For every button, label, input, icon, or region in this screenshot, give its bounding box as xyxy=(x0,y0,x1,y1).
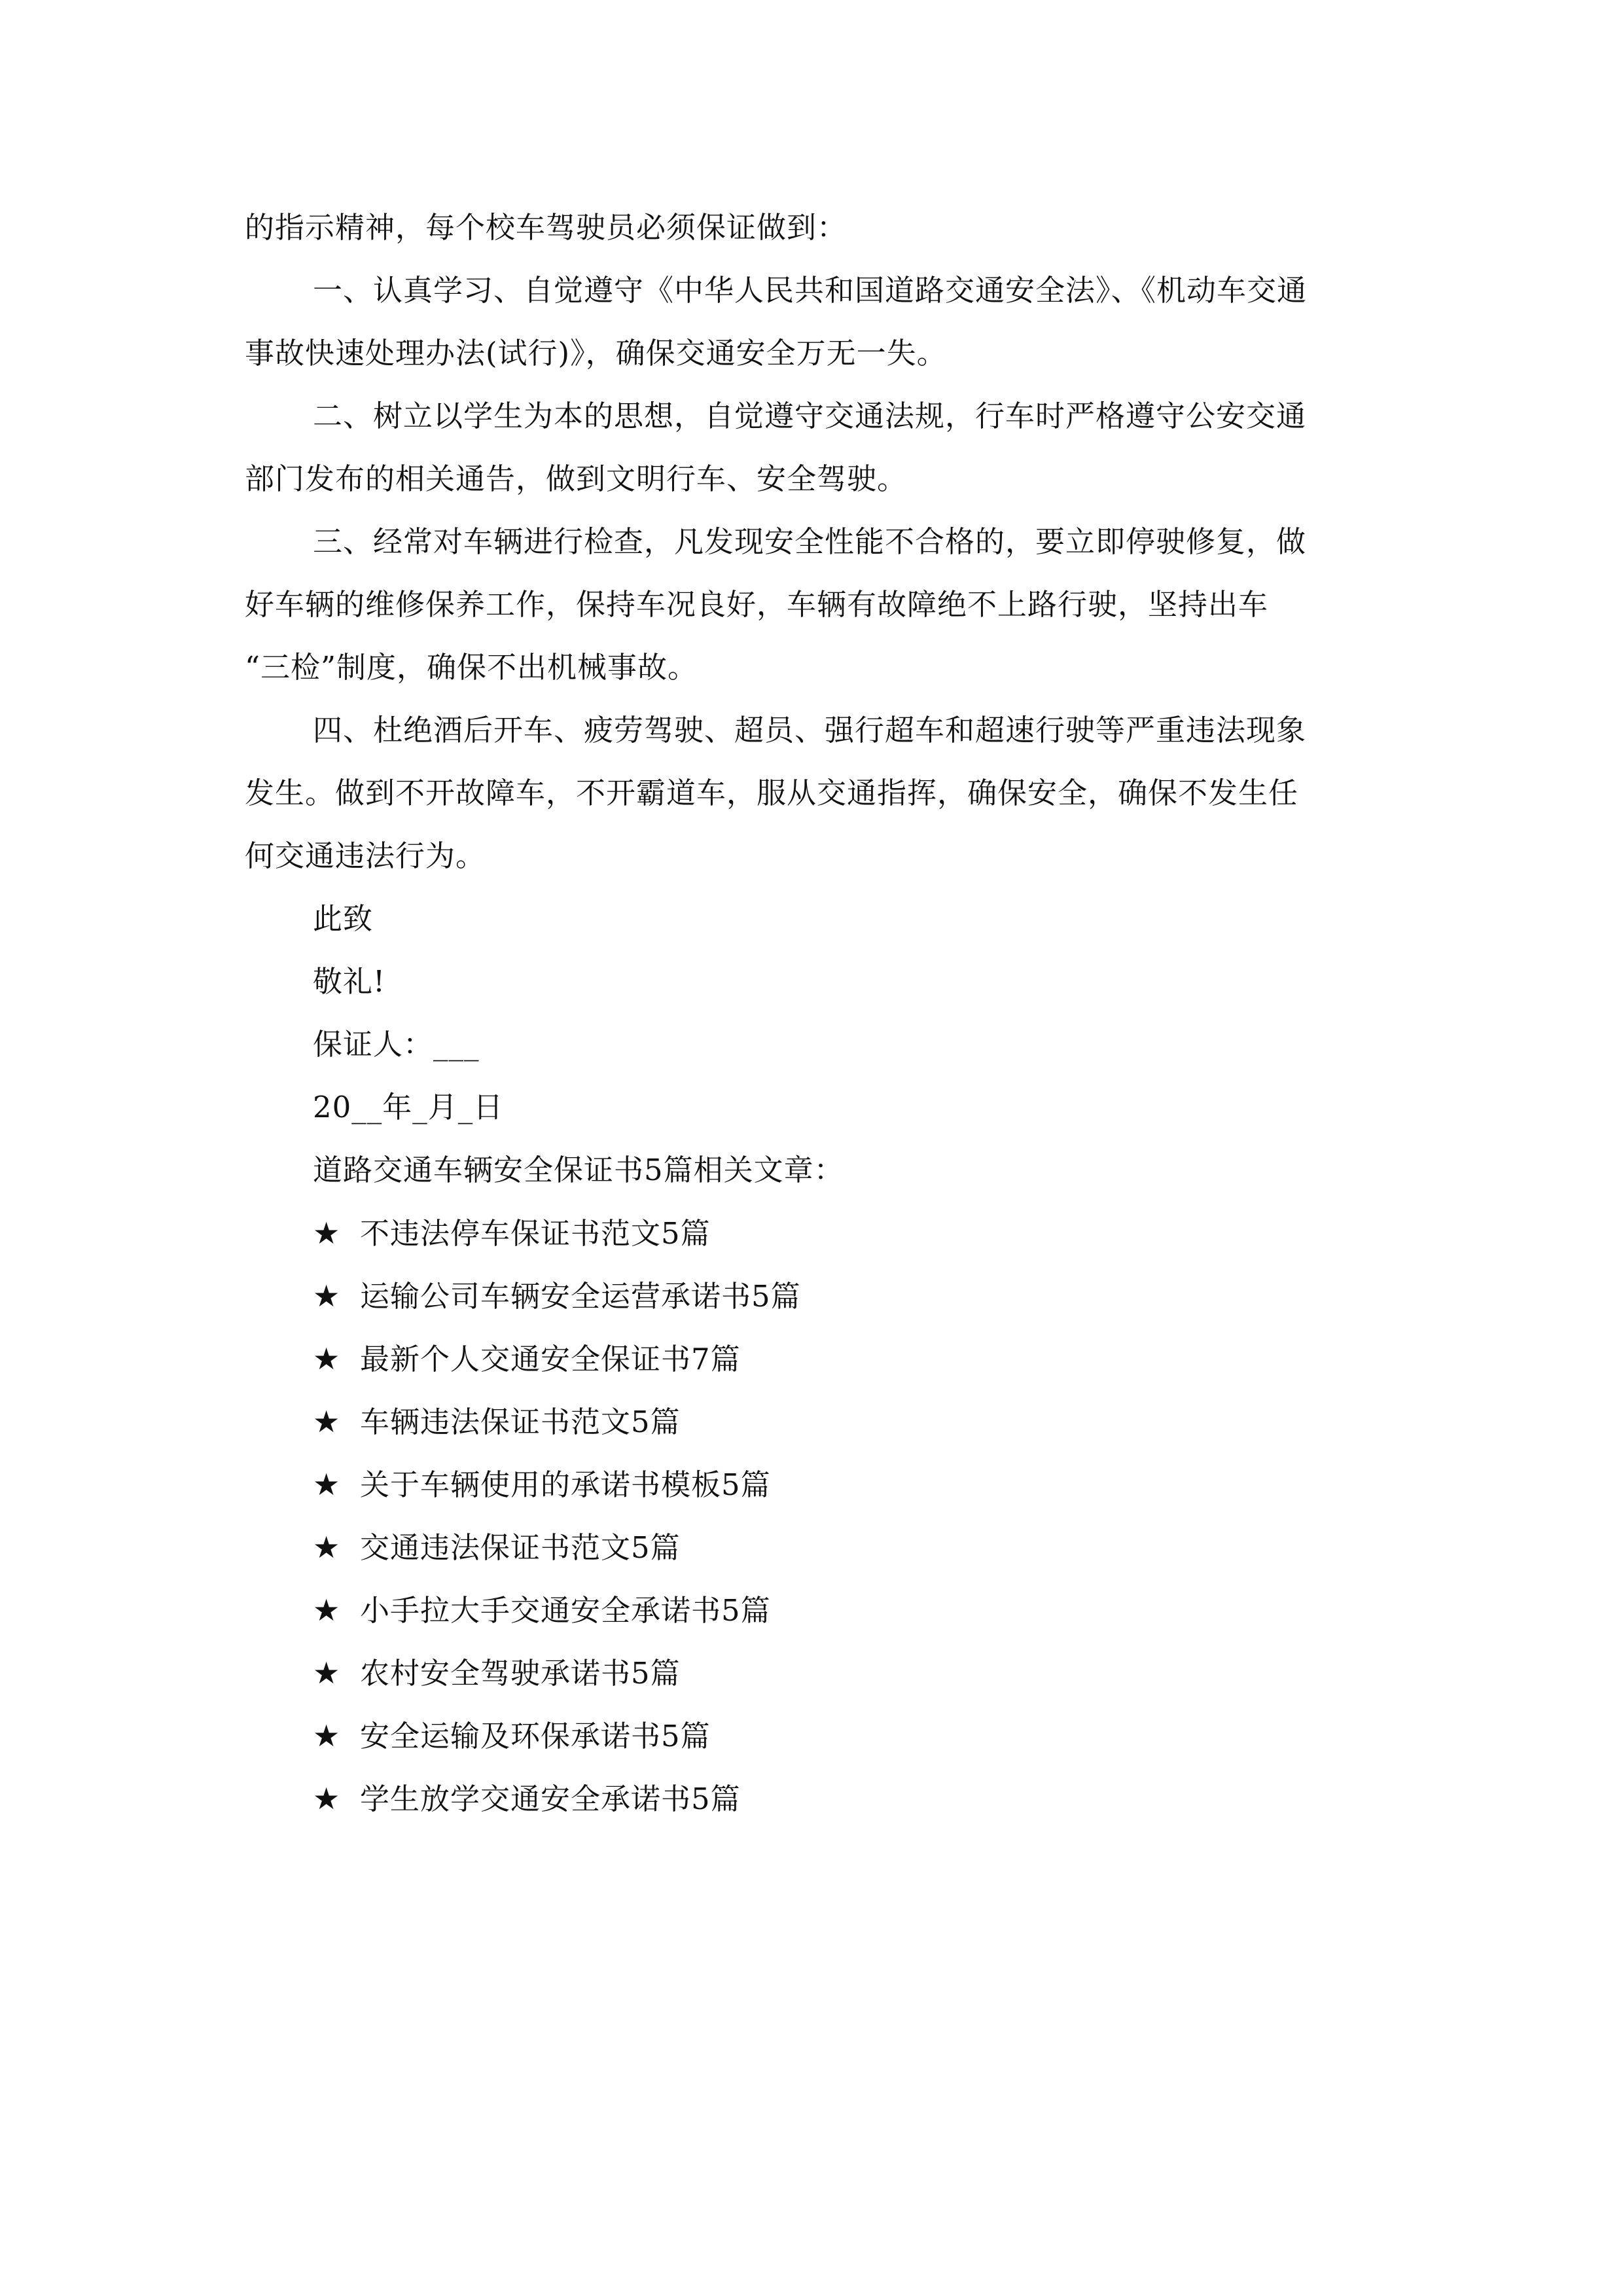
body-line: 一、认真学习、自觉遵守《中华人民共和国道路交通安全法》、《机动车交通 xyxy=(313,273,1308,308)
related-link-label[interactable]: 车辆违法保证书范文5篇 xyxy=(360,1405,681,1439)
body-line: 三、经常对车辆进行检查，凡发现安全性能不合格的，要立即停驶修复，做 xyxy=(313,524,1307,559)
related-link-item[interactable] xyxy=(0,1779,1623,1819)
date-line: 20__年_月_日 xyxy=(313,1090,504,1124)
related-link-label[interactable]: 交通违法保证书范文5篇 xyxy=(360,1530,681,1565)
closing-regards: 敬礼! xyxy=(313,964,386,999)
related-link-label[interactable]: 安全运输及环保承诺书5篇 xyxy=(360,1719,711,1753)
body-line: 四、杜绝酒后开车、疲劳驾驶、超员、强行超车和超速行驶等严重违法现象 xyxy=(313,713,1307,747)
related-link-item[interactable] xyxy=(0,1716,1623,1756)
related-link-item[interactable] xyxy=(0,1590,1623,1630)
related-link-label[interactable]: 关于车辆使用的承诺书模板5篇 xyxy=(360,1467,771,1502)
closing-salutation: 此致 xyxy=(313,901,374,936)
body-line: “三检”制度，确保不出机械事故。 xyxy=(245,650,698,685)
related-link-item[interactable] xyxy=(0,1213,1623,1253)
body-line: 的指示精神，每个校车驾驶员必须保证做到： xyxy=(245,210,847,245)
related-link-label[interactable]: 不违法停车保证书范文5篇 xyxy=(360,1216,711,1251)
signer-line: 保证人：___ xyxy=(313,1027,480,1062)
body-line: 事故快速处理办法(试行)》，确保交通安全万无一失。 xyxy=(245,336,947,370)
related-heading: 道路交通车辆安全保证书5篇相关文章： xyxy=(313,1153,844,1187)
body-line: 发生。做到不开故障车，不开霸道车，服从交通指挥，确保安全，确保不发生任 xyxy=(245,776,1299,810)
related-link-label[interactable]: 运输公司车辆安全运营承诺书5篇 xyxy=(360,1279,801,1314)
star-icon: ★ xyxy=(313,1655,341,1691)
star-icon: ★ xyxy=(313,1404,341,1439)
body-line: 好车辆的维修保养工作，保持车况良好，车辆有故障绝不上路行驶，坚持出车 xyxy=(245,587,1269,622)
related-link-label[interactable]: 最新个人交通安全保证书7篇 xyxy=(360,1342,741,1376)
related-link-item[interactable] xyxy=(0,1528,1623,1568)
related-link-item[interactable] xyxy=(0,1653,1623,1693)
star-icon: ★ xyxy=(313,1278,341,1314)
related-link-label[interactable]: 农村安全驾驶承诺书5篇 xyxy=(360,1656,681,1691)
related-link-label[interactable]: 学生放学交通安全承诺书5篇 xyxy=(360,1782,741,1816)
star-icon: ★ xyxy=(313,1781,341,1816)
star-icon: ★ xyxy=(313,1718,341,1753)
star-icon: ★ xyxy=(313,1592,341,1628)
related-link-item[interactable] xyxy=(0,1402,1623,1442)
star-icon: ★ xyxy=(313,1467,341,1502)
star-icon: ★ xyxy=(313,1341,341,1376)
body-line: 何交通违法行为。 xyxy=(245,838,486,873)
body-line: 二、树立以学生为本的思想，自觉遵守交通法规，行车时严格遵守公安交通 xyxy=(313,399,1307,433)
related-link-item[interactable] xyxy=(0,1465,1623,1505)
related-link-label[interactable]: 小手拉大手交通安全承诺书5篇 xyxy=(360,1593,771,1628)
body-line: 部门发布的相关通告，做到文明行车、安全驾驶。 xyxy=(245,461,908,496)
related-link-item[interactable] xyxy=(0,1339,1623,1379)
star-icon: ★ xyxy=(313,1215,341,1251)
related-link-item[interactable] xyxy=(0,1276,1623,1316)
star-icon: ★ xyxy=(313,1530,341,1565)
